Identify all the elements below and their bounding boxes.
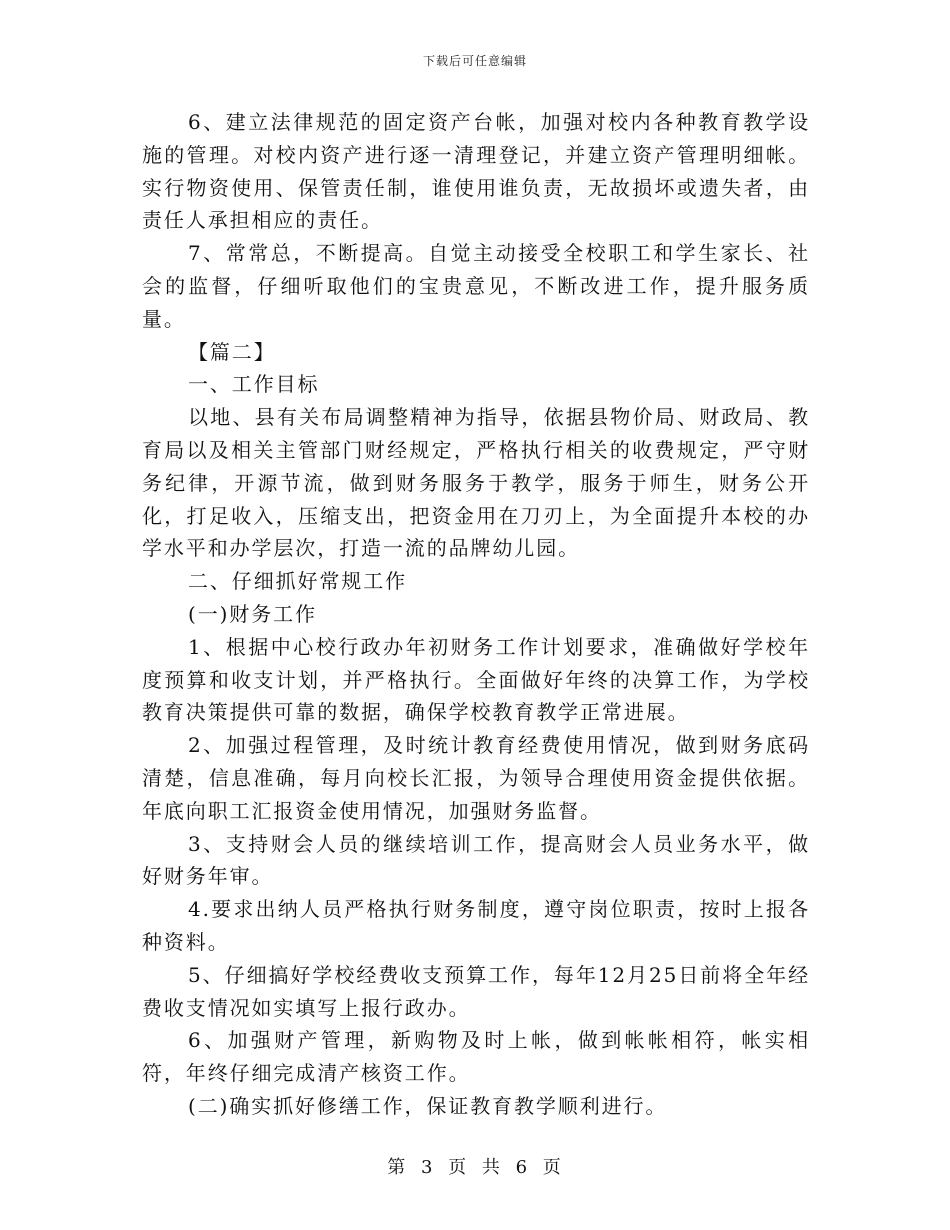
paragraph-cashier-rules: 4.要求出纳人员严格执行财务制度，遵守岗位职责，按时上报各种资料。 — [142, 897, 810, 954]
paragraph-summary-improve: 7、常常总，不断提高。自觉主动接受全校职工和学生家长、社会的监督，仔细听取他们的宝贵意见，不断改进工作，提升服务质量。 — [142, 241, 810, 331]
paragraph-staff-training: 3、支持财会人员的继续培训工作，提高财会人员业务水平，做好财务年审。 — [142, 831, 810, 889]
page-header: 下载后可任意编辑 — [422, 54, 527, 68]
heading-finance-work: (一)财务工作 — [188, 601, 317, 626]
paragraph-repair-work: (二)确实抓好修缮工作，保证教育教学顺利进行。 — [188, 1093, 668, 1118]
heading-work-goals: 一、工作目标 — [188, 372, 320, 397]
page-number-footer: 第 3 页 共 6 页 — [387, 1157, 563, 1178]
paragraph-asset-ledger: 6、建立法律规范的固定资产台帐，加强对校内各种教育教学设施的管理。对校内资产进行逐一清理登记，并建立资产管理明细帐。实行物资使用、保管责任制，谁使用谁负责，无故损坏或遗失者，由责任人承担相应的责任。 — [142, 110, 810, 233]
section-heading-part-two: 【篇二】 — [188, 339, 276, 364]
paragraph-property-management: 6、加强财产管理，新购物及时上帐，做到帐帐相符，帐实相符，年终仔细完成清产核资工作。 — [142, 1028, 810, 1086]
paragraph-work-goals: 以地、县有关布局调整精神为指导，依据县物价局、财政局、教育局以及相关主管部门财经规定，严格执行相关的收费规定，严守财务纪律，开源节流，做到财务服务于教学，服务于师生，财务公开化，打足收入，压缩支出，把资金用在刀刃上，为全面提升本校的办学水平和办学层次，打造一流的品牌幼儿园。 — [142, 405, 810, 561]
paragraph-budget-report: 5、仔细搞好学校经费收支预算工作，每年12月25日前将全年经费收支情况如实填写上报行政办。 — [142, 962, 810, 1020]
paragraph-process-management: 2、加强过程管理，及时统计教育经费使用情况，做到财务底码清楚，信息准确，每月向校长汇报，为领导合理使用资金提供依据。年底向职工汇报资金使用情况，加强财务监督。 — [142, 733, 810, 823]
paragraph-budget-plan: 1、根据中心校行政办年初财务工作计划要求，准确做好学校年度预算和收支计划，并严格执行。全面做好年终的决算工作，为学校教育决策提供可靠的数据，确保学校教育教学正常进展。 — [142, 634, 810, 725]
document-body — [142, 106, 810, 1123]
heading-routine-work: 二、仔细抓好常规工作 — [188, 569, 407, 594]
